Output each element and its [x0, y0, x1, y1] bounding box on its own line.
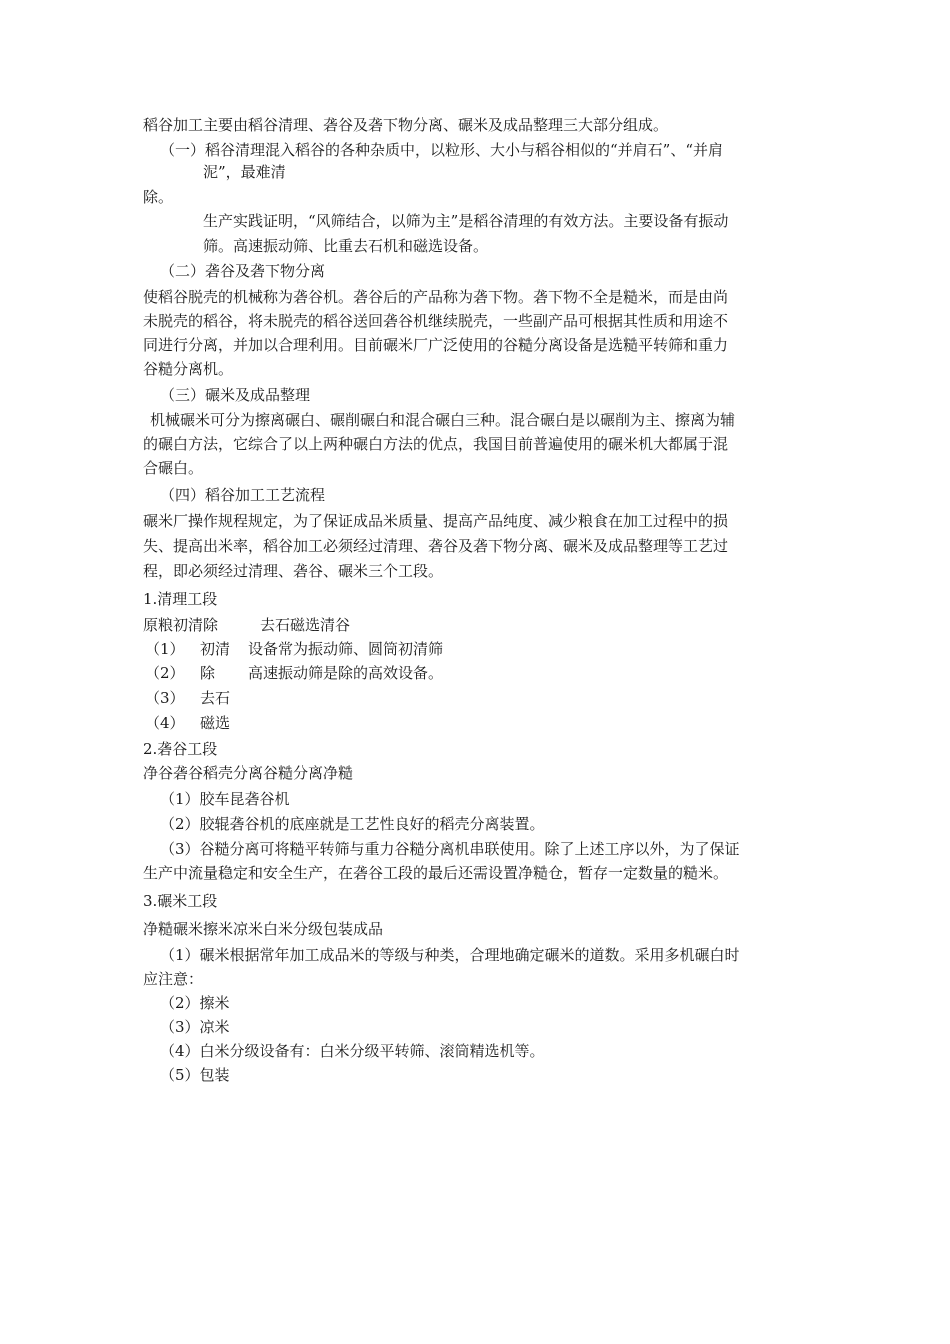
stage-3-item-4: （4）白米分级设备有：白米分级平转筛、滚筒精选机等。 — [160, 1042, 545, 1060]
section-2-para-line-4: 谷糙分离机。 — [143, 360, 234, 378]
stage-2-item-3-cont: 生产中流量稳定和安全生产，在砻谷工段的最后还需设置净糙仓，暂存一定数量的糙米。 — [143, 864, 729, 882]
stage-1-item-desc: 高速振动筛是除的高效设备。 — [248, 664, 444, 682]
stage-1-item-number: （3） — [145, 689, 185, 707]
section-4-heading: （四）稻谷加工工艺流程 — [160, 486, 326, 504]
stage-1-heading: 1.清理工段 — [143, 590, 218, 608]
stage-1-item-desc: 设备常为振动筛、圆筒初清筛 — [248, 640, 444, 658]
section-3-para-line-3: 合碾白。 — [143, 459, 204, 477]
stage-1-item-number: （2） — [145, 664, 185, 682]
stage-1-flow-a: 原粮初清除 — [143, 616, 219, 634]
section-3-para-line-2: 的碾白方法，它综合了以上两种碾白方法的优点，我国目前普遍使用的碾米机大都属于混 — [143, 435, 729, 453]
section-2-para-line-3: 同进行分离，并加以合理利用。目前碾米厂广泛使用的谷糙分离设备是选糙平转筛和重力 — [143, 336, 729, 354]
stage-2-heading: 2.砻谷工段 — [143, 740, 218, 758]
stage-2-item-2: （2）胶辊砻谷机的底座就是工艺性良好的稻壳分离装置。 — [160, 815, 545, 833]
stage-3-item-1: （1）碾米根据常年加工成品米的等级与种类，合理地确定碾米的道数。采用多机碾白时 — [160, 946, 740, 964]
section-3-para-line-1: 机械碾米可分为擦离碾白、碾削碾白和混合碾白三种。混合碾白是以碾削为主、擦离为辅 — [150, 411, 736, 429]
stage-3-item-5: （5）包装 — [160, 1066, 230, 1084]
stage-1-item-number: （4） — [145, 714, 185, 732]
section-4-para-line-1: 碾米厂操作规程规定，为了保证成品米质量、提高产品纯度、减少粮食在加工过程中的损 — [143, 512, 729, 530]
stage-3-heading: 3.碾米工段 — [143, 892, 218, 910]
section-1-line-3: 除。 — [143, 188, 174, 206]
stage-3-item-2: （2）擦米 — [160, 994, 230, 1012]
section-3-heading: （三）碾米及成品整理 — [160, 386, 311, 404]
stage-1-item-name: 除 — [200, 664, 216, 682]
stage-1-item-name: 初清 — [200, 640, 231, 658]
section-1-para-line-2: 筛。高速振动筛、比重去石机和磁选设备。 — [203, 237, 489, 255]
stage-2-item-3: （3）谷糙分离可将糙平转筛与重力谷糙分离机串联使用。除了上述工序以外，为了保证 — [160, 840, 740, 858]
section-4-para-line-2: 失、提高出米率，稻谷加工必须经过清理、砻谷及砻下物分离、碾米及成品整理等工艺过 — [143, 537, 729, 555]
stage-1-flow-b: 去石磁选清谷 — [260, 616, 351, 634]
intro-line: 稻谷加工主要由稻谷清理、砻谷及砻下物分离、碾米及成品整理三大部分组成。 — [143, 116, 669, 134]
stage-2-flow: 净谷砻谷稻壳分离谷糙分离净糙 — [143, 764, 354, 782]
stage-1-item-name: 去石 — [200, 689, 231, 707]
stage-3-flow: 净糙碾米擦米凉米白米分级包装成品 — [143, 920, 384, 938]
stage-3-item-1-cont: 应注意： — [143, 970, 204, 988]
stage-3-item-3: （3）凉米 — [160, 1018, 230, 1036]
stage-1-item-number: （1） — [145, 640, 185, 658]
section-1-line-2: 泥”，最难清 — [203, 163, 286, 181]
section-2-heading: （二）砻谷及砻下物分离 — [160, 262, 326, 280]
stage-2-item-1: （1）胶车昆砻谷机 — [160, 790, 290, 808]
section-4-para-line-3: 程，即必须经过清理、砻谷、碾米三个工段。 — [143, 562, 444, 580]
section-2-para-line-2: 未脱壳的稻谷，将未脱壳的稻谷送回砻谷机继续脱壳，一些副产品可根据其性质和用途不 — [143, 312, 729, 330]
stage-1-item-name: 磁选 — [200, 714, 231, 732]
section-1-para-line-1: 生产实践证明，“风筛结合，以筛为主”是稻谷清理的有效方法。主要设备有振动 — [203, 212, 729, 230]
section-2-para-line-1: 使稻谷脱壳的机械称为砻谷机。砻谷后的产品称为砻下物。砻下物不全是糙米，而是由尚 — [143, 288, 729, 306]
section-1-line-1: （一）稻谷清理混入稻谷的各种杂质中，以粒形、大小与稻谷相似的“并肩石”、“并肩 — [160, 141, 724, 159]
